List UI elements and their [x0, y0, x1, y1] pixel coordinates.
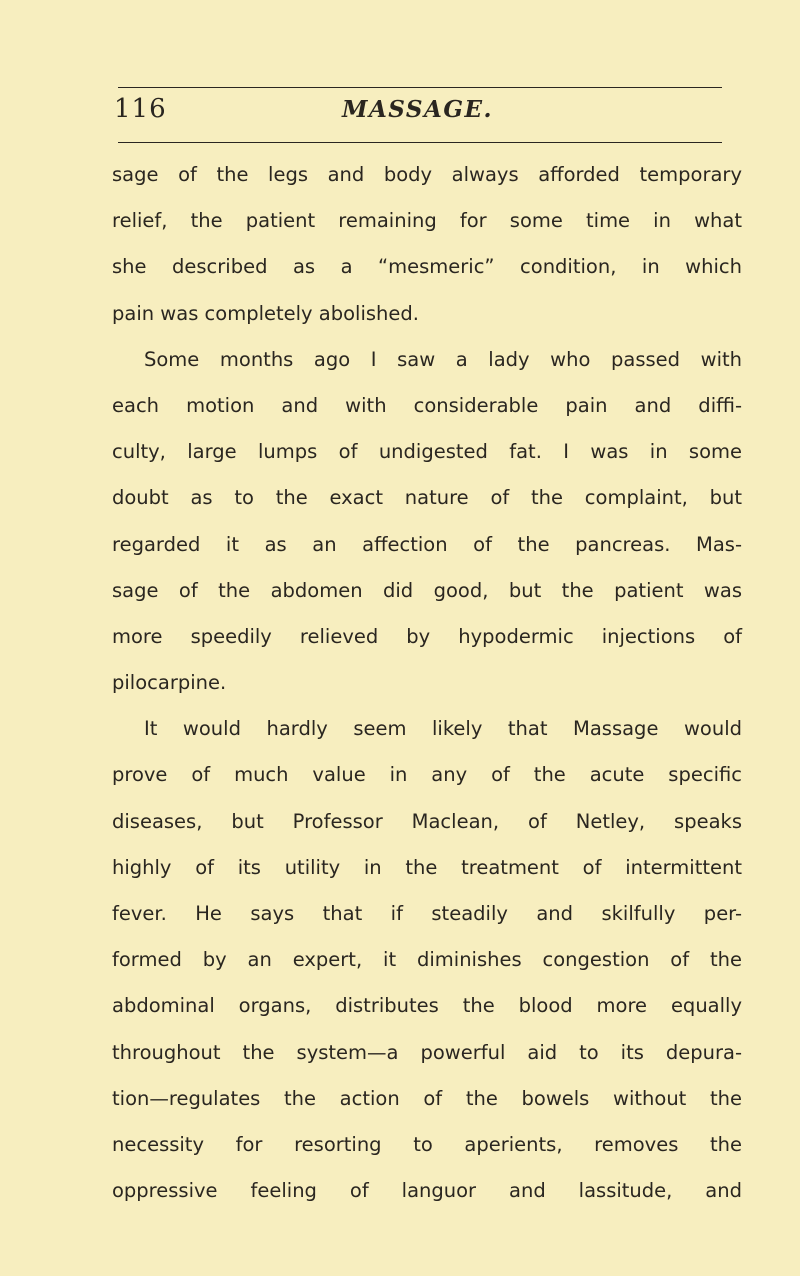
text-line: necessity for resorting to aperients, removes the — [112, 1132, 742, 1156]
text-line: abdominal organs, distributes the blood more equally — [112, 994, 742, 1018]
text-line: each motion and with considerable pain and diffi- — [112, 393, 742, 417]
body-text — [112, 152, 742, 1214]
text-line: sage of the abdomen did good, but the patient was — [112, 578, 742, 602]
text-line: regarded it as an affection of the pancreas. Mas- — [112, 532, 742, 556]
text-line: she described as a “mesmeric” condition, in which — [112, 255, 742, 279]
page-number: 116 — [114, 94, 167, 124]
text-line: tion—regulates the action of the bowels without the — [112, 1086, 742, 1110]
text-line: formed by an expert, it diminishes congestion of the — [112, 948, 742, 972]
text-line: Some months ago I saw a lady who passed with — [144, 347, 742, 371]
text-line: doubt as to the exact nature of the complaint, but — [112, 486, 742, 510]
text-line: highly of its utility in the treatment of intermittent — [112, 855, 742, 879]
header-rule-bottom — [118, 142, 722, 143]
text-line: relief, the patient remaining for some time in what — [112, 209, 742, 233]
running-title: MASSAGE. — [342, 96, 494, 123]
text-line: prove of much value in any of the acute specific — [112, 763, 742, 787]
text-line: pain was completely abolished. — [112, 301, 419, 325]
text-line: throughout the system—a powerful aid to its depura- — [112, 1040, 742, 1064]
text-line: oppressive feeling of languor and lassitude, and — [112, 1179, 742, 1203]
text-line: fever. He says that if steadily and skilfully per- — [112, 902, 742, 925]
text-line: culty, large lumps of undigested fat. I was in some — [112, 440, 742, 464]
header-rule-top — [118, 87, 722, 88]
text-line: pilocarpine. — [112, 671, 227, 695]
text-line: diseases, but Professor Maclean, of Netley, speaks — [112, 809, 742, 833]
text-line: sage of the legs and body always afforded temporary — [112, 163, 742, 186]
text-line: more speedily relieved by hypodermic injections of — [112, 624, 742, 648]
text-line: It would hardly seem likely that Massage would — [144, 717, 742, 741]
